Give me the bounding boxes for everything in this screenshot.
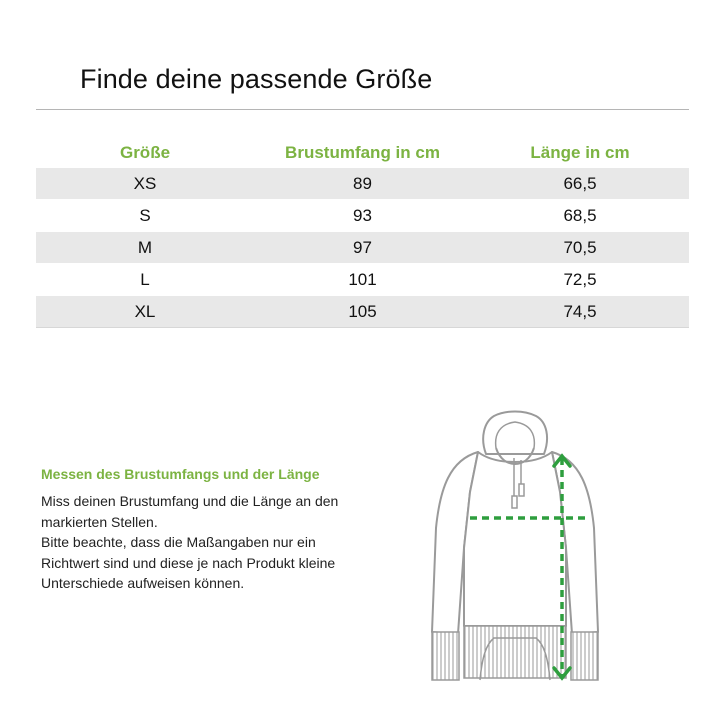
table-header-row: [36, 138, 689, 168]
cell-length: 68,5: [471, 200, 689, 232]
cell-chest: 89: [254, 168, 471, 200]
cell-length: 74,5: [471, 296, 689, 328]
cell-size: S: [36, 200, 254, 232]
hoodie-waistband: [464, 626, 566, 678]
cell-size: M: [36, 232, 254, 264]
drawstring-tip-left: [512, 496, 517, 508]
cell-length: 72,5: [471, 264, 689, 296]
cell-chest: 93: [254, 200, 471, 232]
cell-length: 70,5: [471, 232, 689, 264]
page-title: Finde deine passende Größe: [80, 64, 433, 95]
cell-size: XL: [36, 296, 254, 328]
hoodie-right-cuff: [571, 632, 598, 680]
cell-size: XS: [36, 168, 254, 200]
cell-size: L: [36, 264, 254, 296]
table-row: [36, 296, 689, 328]
hoodie-body: [464, 452, 566, 626]
table-row: [36, 168, 689, 200]
header-length: Länge in cm: [530, 143, 630, 162]
measure-description: [41, 491, 361, 594]
cell-chest: 97: [254, 232, 471, 264]
header-chest: Brustumfang in cm: [285, 143, 440, 162]
hoodie-left-cuff: [432, 632, 459, 680]
measure-text-line: Bitte beachte, dass die Maßangaben nur ein Richtwert sind und diese je nach Produkt kleine Unterschiede aufweisen können.: [41, 534, 336, 591]
header-size: Größe: [119, 143, 171, 162]
size-table: [36, 138, 689, 328]
hoodie-hood: [483, 412, 547, 455]
table-row: [36, 264, 689, 296]
table-row: [36, 232, 689, 264]
cell-chest: 101: [254, 264, 471, 296]
cell-length: 66,5: [471, 168, 689, 200]
table-row: [36, 200, 689, 232]
hoodie-illustration-icon: [420, 408, 610, 690]
drawstring-tip-right: [519, 484, 524, 496]
cell-chest: 105: [254, 296, 471, 328]
divider: [36, 109, 689, 110]
measure-text-line: Miss deinen Brustumfang und die Länge an den markierten Stellen.: [41, 493, 339, 530]
measure-heading: Messen des Brustumfangs und der Länge: [41, 466, 320, 482]
